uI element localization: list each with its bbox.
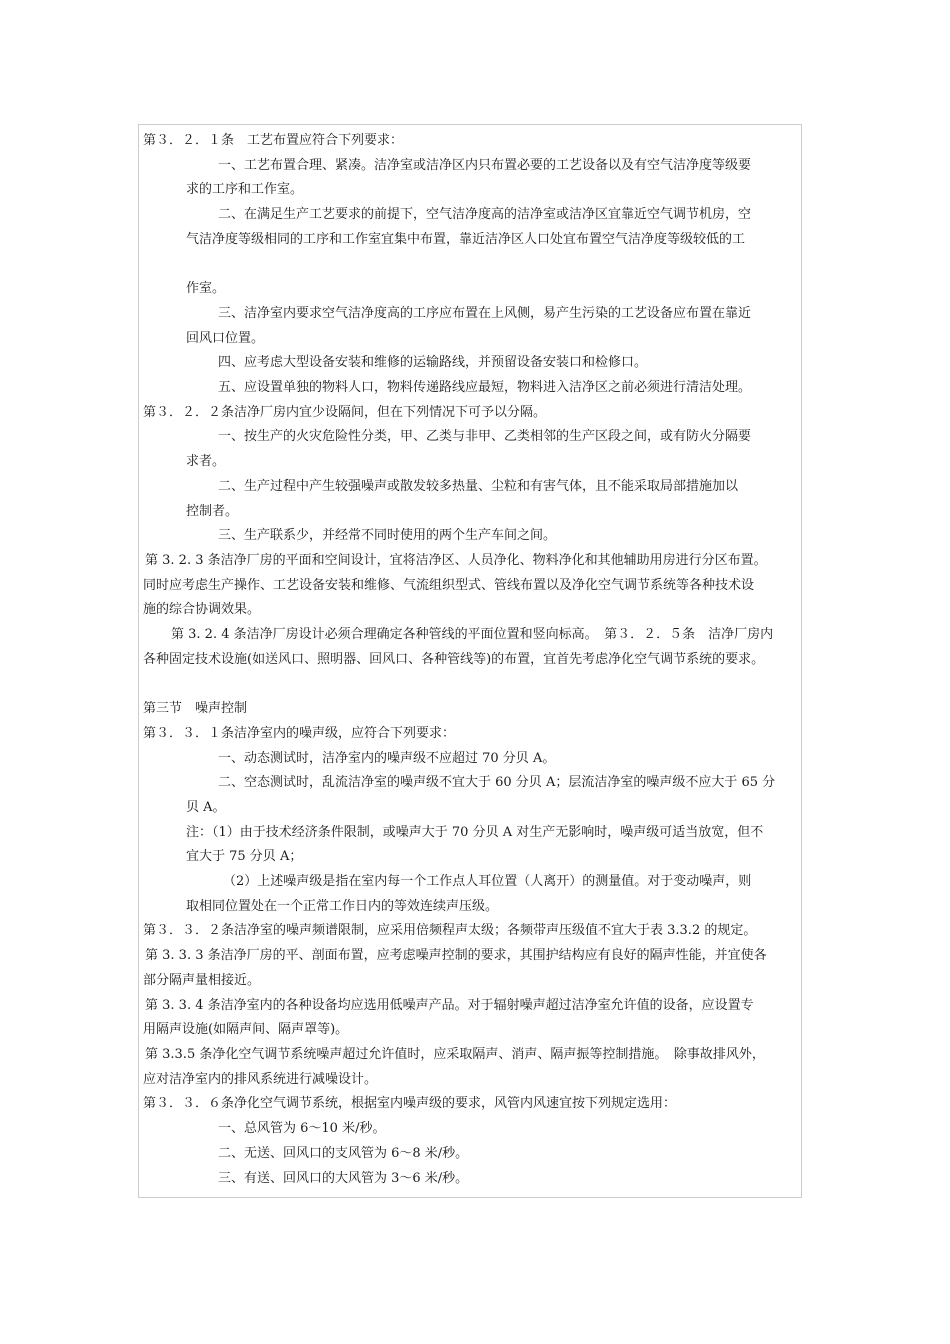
clause-3-2-3-cont-2: 施的综合协调效果。 [143,602,261,618]
clause-3-2-2-item-2: 二、生产过程中产生较强噪声或散发较多热量、尘粒和有害气体，且不能采取局部措施加以 [218,478,739,494]
clause-3-2-1-item-2-end: 作室。 [186,281,226,297]
document-frame [138,124,802,1198]
clause-3-3-2: 第３．３．２条洁净室的噪声频谱限制，应采用倍频程声太级；各频带声压级值不宜大于表 3.3.2 的规定。 [143,923,757,939]
clause-3-2-1-item-5: 五、应设置单独的物料人口，物料传递路线应最短，物料进入洁净区之前必须进行清洁处理。 [218,380,752,396]
clause-3-3-6-item-2: 二、无送、回风口的支风管为 6～8 米/秒。 [218,1145,469,1161]
clause-3-3-4: 第 3. 3. 4 条洁净室内的各种设备均应选用低噪声产品。对于辐射噪声超过洁净室允许值的设备，应设置专 [145,997,754,1013]
clause-3-3-6-item-1: 一、总风管为 6～10 米/秒。 [218,1121,386,1137]
clause-3-3-1-note-2: （2）上述噪声级是指在室内每一个工作点人耳位置（人离开）的测量值。对于变动噪声，则 [223,874,752,890]
clause-3-3-1-heading: 第３．３．１条洁净室内的噪声级，应符合下列要求： [143,725,456,741]
blank-line [143,253,797,278]
clause-3-2-5-cont: 各种固定技术设施(如送风口、照明器、回风口、各种管线等)的布置，宜首先考虑净化空气调节系统的要求。 [143,651,765,667]
clause-3-2-1-heading: 第３．２．１条 工艺布置应符合下列要求： [143,133,404,148]
clause-3-2-1-item-4: 四、应考虑大型设备安装和维修的运输路线，并预留设备安装口和检修口。 [218,355,648,371]
blank-line [143,672,797,697]
clause-3-2-1-item-1: 一、工艺布置合理、紧凑。洁净室或洁净区内只布置必要的工艺设备以及有空气洁净度等级要 [218,157,752,173]
clause-3-2-1-item-3-cont: 回风口位置。 [186,330,265,346]
clause-3-2-1-item-1-cont: 求的工序和工作室。 [186,182,304,198]
clause-3-3-1-note-1-cont: 宜大于 75 分贝 A； [186,849,303,865]
clause-3-2-1-item-3: 三、洁净室内要求空气洁净度高的工序应布置在上风侧，易产生污染的工艺设备应布置在靠近 [218,305,752,321]
clause-3-3-1-note-1: 注：（1）由于技术经济条件限制，或噪声大于 70 分贝 A 对生产无影响时，噪声级可适当放宽，但不 [186,824,764,840]
clause-3-3-1-item-1: 一、动态测试时，洁净室内的噪声级不应超过 70 分贝 A。 [218,750,556,766]
clause-3-3-3-cont: 部分隔声量相接近。 [143,972,261,988]
clause-3-2-2-item-3: 三、生产联系少，并经常不同时使用的两个生产车间之间。 [218,528,557,544]
clause-3-3-6-heading: 第３．３．６条净化空气调节系统，根据室内噪声级的要求，风管内风速宜按下列规定选用： [143,1096,677,1112]
clause-3-2-1-item-2-cont: 气洁净度等级相同的工序和工作室宜集中布置，靠近洁净区人口处宜布置空气洁净度等级较低的工 [186,231,746,247]
clause-3-3-5: 第 3.3.5 条净化空气调节系统噪声超过允许值时，应采取隔声、消声、隔声振等控制措施。 除事故排风外， [145,1046,765,1062]
clause-3-2-2-item-2-cont: 控制者。 [186,503,239,519]
clause-3-2-2-heading: 第３．２．２条洁净厂房内宜少设隔间，但在下列情况下可予以分隔。 [143,404,547,420]
clause-3-2-3-cont-1: 同时应考虑生产操作、工艺设备安装和维修、气流组织型式、管线布置以及净化空气调节系统等各种技术设 [143,577,755,593]
clause-3-2-3: 第 3. 2. 3 条洁净厂房的平面和空间设计，宜将洁净区、人员净化、物料净化和其他辅助用房进行分区布置。 [145,552,767,568]
clause-3-3-1-item-2: 二、空态测试时，乱流洁净室的噪声级不宜大于 60 分贝 A；层流洁净室的噪声级不应大于 65 分 [218,775,776,791]
clause-3-3-6-item-3: 三、有送、回风口的大风管为 3～6 米/秒。 [218,1170,469,1186]
clause-3-3-4-cont: 用隔声设施(如隔声间、隔声罩等)。 [143,1022,349,1038]
clause-3-2-2-item-1-cont: 求者。 [186,454,226,470]
clause-3-3-1-note-2-cont: 取相同位置处在一个正常工作日内的等效连续声压级。 [186,898,499,914]
clause-3-2-2-item-1: 一、按生产的火灾危险性分类，甲、乙类与非甲、乙类相邻的生产区段之间，或有防火分隔要 [218,429,752,445]
clause-3-3-3: 第 3. 3. 3 条洁净厂房的平、剖面布置，应考虑噪声控制的要求，其围护结构应有良好的隔声性能，并宜使各 [145,948,767,964]
clause-3-3-5-cont: 应对洁净室内的排风系统进行减噪设计。 [143,1071,378,1087]
section-3-heading: 第三节 噪声控制 [143,701,248,717]
clause-3-3-1-item-2-cont: 贝 A。 [186,799,226,815]
clause-3-2-4: 第 3. 2. 4 条洁净厂房设计必须合理确定各种管线的平面位置和竖向标高。 第３．２．５条 洁净厂房内 [171,627,774,643]
clause-3-2-1-item-2: 二、在满足生产工艺要求的前提下，空气洁净度高的洁净室或洁净区宜靠近空气调节机房，空 [218,207,752,223]
